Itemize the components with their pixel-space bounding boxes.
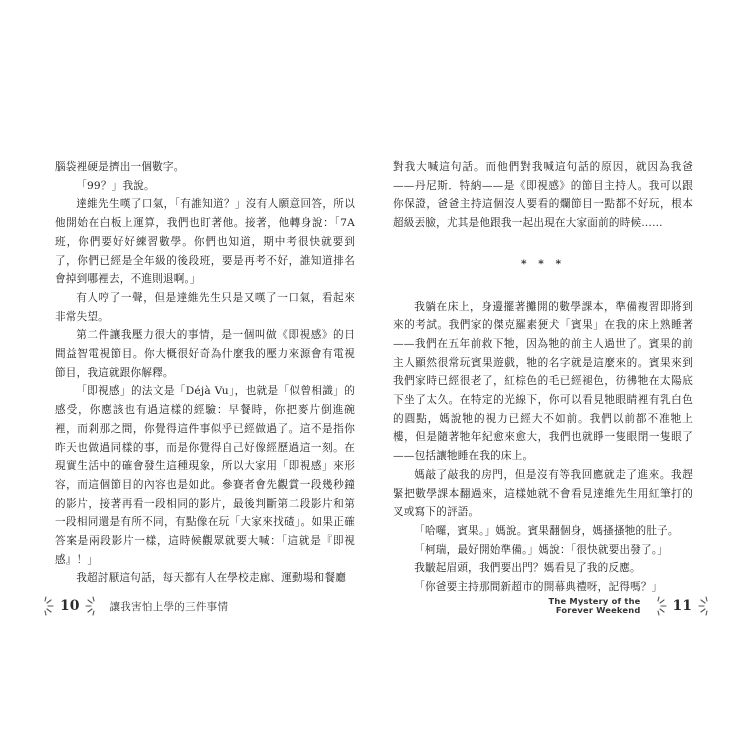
paragraph: 有人哼了一聲，但是達維先生只是又嘆了一口氣，看起來非常失望。 — [55, 291, 355, 323]
right-top-text — [393, 158, 693, 233]
starburst-icon — [85, 596, 105, 616]
right-text-column — [393, 158, 693, 597]
page-number: 10 — [60, 598, 80, 614]
book-title-line-1: The Mystery of the — [548, 596, 641, 606]
left-text-column — [55, 158, 355, 588]
paragraph: 我皺起眉頭，我們要出門？媽看見了我的反應。 — [414, 562, 641, 575]
starburst-icon — [34, 596, 54, 616]
paragraph: 「你爸要主持那間新超市的開幕典禮呀，記得嗎？」 — [414, 581, 663, 594]
right-page — [375, 0, 750, 750]
book-title-line-2: Forever Weekend — [555, 605, 641, 615]
starburst-icon — [698, 596, 718, 616]
section-break: * * * — [521, 257, 565, 270]
paragraph: 我超討厭這句話，每天都有人在學校走廊、運動場和餐廳 — [76, 572, 347, 585]
paragraph: 媽敲了敲我的房門，但是沒有等我回應就走了進來。我趕緊把數學課本翻過來，這樣她就不會看見達維先生用紅筆打的叉或寫下的評語。 — [393, 468, 693, 519]
running-title: 讓我害怕上學的三件事情 — [109, 600, 229, 613]
paragraph: 我躺在床上，身邊擺著攤開的數學課本，準備複習即將到來的考試。我們家的傑克羅素㹴犬「賓果」在我的床上熟睡著——我們在五年前救下牠，因為牠的前主人過世了。賓果的前主人顯然很常玩賓果遊戲，牠的名字就是這麼來的。賓果來到我們家時已經很老了，紅棕色的毛已經褪色，彷彿牠在太陽底下坐了太久。在特定的光線下，你可以看見牠眼睛裡有乳白色的圓點，媽說牠的視力已經大不如前。我們以前都不准牠上樓，但是隨著牠年紀愈來愈大，我們也就睜一隻眼閉一隻眼了——包括讓牠睡在我的床上。 — [393, 300, 693, 463]
paragraph: 對我大喊這句話。而他們對我喊這句話的原因，就因為我爸——丹尼斯．特納——是《即視感》的節目主持人。我可以跟你保證，爸爸主持這個沒人要看的爛節目一點都不好玩，根本超級丟臉，尤其是他跟我一起出現在大家面前的時候…… — [393, 161, 693, 230]
paragraph: 「柯瑞，最好開始準備。」媽說：「很快就要出發了。」 — [414, 543, 669, 556]
left-folio — [34, 596, 228, 616]
paragraph: 「99？」我說。 — [76, 179, 155, 192]
starburst-icon — [647, 596, 667, 616]
page-number: 11 — [672, 598, 692, 614]
right-folio — [549, 596, 718, 616]
paragraph: 「即視感」的法文是「Déjà Vu」，也就是「似曾相識」的感受，你應該也有過這樣的經驗：早餐時，你把麥片倒進碗裡，而剎那之間，你覺得這件事似乎已經做過了。這不是指你昨天也做過同樣的事，而是你覺得自己好像經歷過這一刻。在現實生活中的確會發生這種現象，所以大家用「即視感」來形容，而這個節目的內容也是如此。參賽者會先觀賞一段幾秒鐘的影片，接著再看一段相同的影片，最後判斷第二段影片和第一段相同還是有所不同，有點像在玩「大家來找碴」。如果正確答案是兩段影片一樣，這時候觀眾就要大喊：「這就是『即視感』！」 — [55, 385, 355, 566]
paragraph: 第二件讓我壓力很大的事情，是一個叫做《即視感》的日間益智電視節目。你大概很好奇為什麼我的壓力來源會有電視節目，我這就跟你解釋。 — [55, 329, 355, 379]
right-bottom-text — [393, 298, 693, 597]
paragraph: 腦袋裡硬是擠出一個數字。 — [55, 161, 185, 173]
paragraph: 「哈囉，賓果。」媽說。賓果翻個身，媽搔搔牠的肚子。 — [414, 524, 679, 537]
paragraph: 達維先生嘆了口氣，「有誰知道？」沒有人願意回答，所以他開始在白板上運算，我們也盯著他。接著，他轉身說：「7A班，你們要好好練習數學。你們也知道，期中考很快就要到了，你們已經是全年級的後段班，要是再考不好，誰知道排名會掉到哪裡去，不進則退啊。」 — [55, 198, 355, 286]
book-title — [549, 597, 641, 615]
